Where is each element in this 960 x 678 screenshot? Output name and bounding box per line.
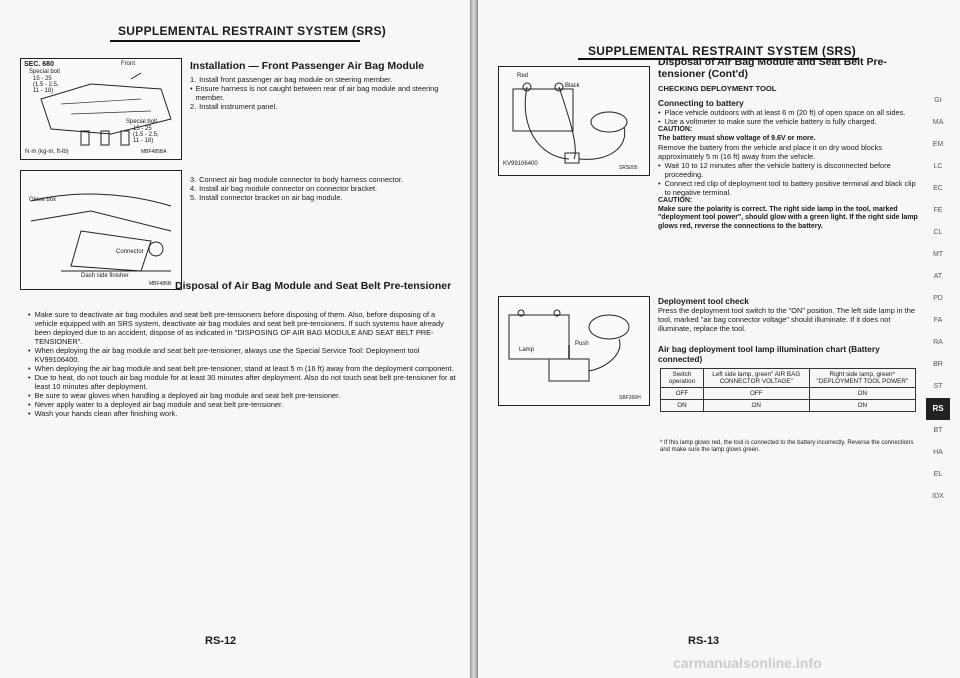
checking-subtitle: CHECKING DEPLOYMENT TOOL — [658, 84, 777, 93]
connecting-title: Connecting to battery — [658, 98, 744, 108]
install-step-5-num: 5. — [190, 193, 197, 202]
tab-ha[interactable]: HA — [933, 449, 943, 456]
disposal-bullet-7: Wash your hands clean after finishing work. — [34, 409, 178, 418]
disposal-bullet-5: Be sure to wear gloves when handling a deployed air bag module and seat belt pre-tensioner. — [34, 391, 341, 400]
fig1-label-kgm2: (1.5 - 2.5, — [133, 132, 159, 138]
install-step-2-num: 2. — [190, 102, 197, 111]
chart-footnote: * If this lamp glows red, the tool is connected to the battery incorrectly. Reverse the connections and make sure the lamp glows green. — [660, 440, 914, 453]
install-steps — [190, 75, 460, 111]
fig2-label-finisher: Dash side finisher — [81, 273, 129, 279]
install-step-3-num: 3. — [190, 175, 197, 184]
tab-lc[interactable]: LC — [933, 163, 943, 170]
chart-cell: ON — [661, 400, 704, 412]
chart-cell: OFF — [661, 388, 704, 400]
chart-cell: OFF — [703, 388, 809, 400]
install-step-note: Ensure harness is not caught between rear of air bag module and steering member. — [195, 84, 439, 102]
figure-tool-check — [498, 296, 650, 406]
lamp-chart-table — [660, 368, 916, 412]
tab-at[interactable]: AT — [933, 273, 943, 280]
tab-el[interactable]: EL — [933, 471, 943, 478]
fig1-label-bolt: Special bolt — [29, 69, 61, 75]
chart-row — [661, 400, 916, 412]
connecting-bullet-3: Wait 10 to 12 minutes after the vehicle battery is disconnected before proceeding. — [664, 161, 891, 180]
install-step-3: Connect air bag module connector to body harness connector. — [199, 175, 403, 184]
left-page-number: RS-12 — [205, 635, 237, 647]
check-title: Deployment tool check — [658, 296, 749, 306]
right-page — [478, 0, 960, 678]
disposal-bullet-1: Make sure to deactivate air bag modules and seat belt pre-tensioners before disposing of them. Also, before disposing of a vehicle equipped with an SRS system, deactivate air bag modules and seat belt pre-tensioners. If such systems have already been deployed due to an accident, dispose of as indicated in "DISPOSING OF AIR BAG MODULE AND SEAT BELT PRE-TENSIONER". — [34, 310, 444, 346]
tab-br[interactable]: BR — [933, 361, 943, 368]
right-page-number: RS-13 — [688, 635, 720, 647]
chart-header-row — [661, 369, 916, 388]
disposal-bullet-4: Due to heat, do not touch air bag module for at least 30 minutes after deployment. Also do not touch seat belt pre-tensioner for at least 10 minutes after deployment. — [34, 373, 456, 391]
tab-ra[interactable]: RA — [933, 339, 943, 346]
figure-connector — [20, 170, 182, 290]
fig1-label-ftlb2: 11 - 18) — [133, 138, 154, 144]
fig1-label-torque2: 15 - 25 — [133, 126, 152, 132]
fig3-label-id: SRS005 — [619, 165, 638, 171]
fig1-label-id: MBF485BA — [141, 149, 167, 155]
chart-cell: ON — [809, 388, 915, 400]
chart-cell: ON — [703, 400, 809, 412]
fig3-label-tool: KV99106400 — [503, 161, 538, 167]
fig1-label-ftlb: 11 - 18) — [33, 88, 54, 94]
chart-cell: ON — [809, 400, 915, 412]
connecting-text: Remove the battery from the vehicle and place it on dry wood blocks approximately 5 m (16 ft) away from the vehicle. — [658, 143, 882, 162]
fig1-label-sec: SEC. 680 — [24, 61, 54, 68]
tab-ec[interactable]: EC — [933, 185, 943, 192]
chart-header-1: Switch operation — [661, 369, 704, 388]
tab-st[interactable]: ST — [933, 383, 943, 390]
right-header: SUPPLEMENTAL RESTRAINT SYSTEM (SRS) — [588, 44, 857, 58]
install-step-4: Install air bag module connector on connector bracket. — [199, 184, 378, 193]
install-step-2: Install instrument panel. — [199, 102, 278, 111]
tab-fa[interactable]: FA — [933, 317, 943, 324]
fig4-label-push: Push — [575, 341, 589, 347]
tab-em[interactable]: EM — [932, 141, 944, 148]
figure-battery-connect — [498, 66, 650, 176]
fig3-label-black: Black — [565, 83, 580, 89]
tab-ma[interactable]: MA — [932, 119, 944, 126]
disposal-bullet-3: When deploying the air bag module and seat belt pre-tensioner, stand at least 5 m (16 ft) away from the deployment component. — [34, 364, 454, 373]
caution2-text: Make sure the polarity is correct. The right side lamp in the tool, marked "deployment tool power", should glow with a green light. If the right side lamp glows red, reverse the connections to the battery. — [658, 205, 918, 230]
install-step-note-num: • — [190, 84, 193, 93]
fig2-label-id: MBF486B — [149, 281, 172, 287]
install-steps-2 — [190, 175, 460, 202]
fig1-label-bolt2: Special bolt — [126, 119, 158, 125]
check-section — [658, 296, 918, 333]
caution-text: The battery must show voltage of 9.6V or more. — [658, 134, 816, 142]
caution2-label: CAUTION: — [658, 197, 693, 205]
chart-row — [661, 388, 916, 400]
install-step-5: Install connector bracket on air bag module. — [199, 193, 343, 202]
tab-idx[interactable]: IDX — [932, 493, 944, 500]
tab-fe[interactable]: FE — [933, 207, 943, 214]
tab-pd[interactable]: PD — [933, 295, 943, 302]
figure-connector-drawing — [21, 171, 181, 289]
book-gutter — [470, 0, 478, 678]
check-text: Press the deployment tool switch to the "ON" position. The left side lamp in the tool, marked "air bag connector voltage" should illuminate. If it does not illuminate, replace the tool. — [658, 306, 915, 333]
fig2-label-connector: Connector — [116, 249, 144, 255]
disposal-title: Disposal of Air Bag Module and Seat Belt Pre-tensioner — [175, 280, 452, 292]
left-page — [0, 0, 470, 678]
chart-title: Air bag deployment tool lamp illumination chart (Battery connected) — [658, 344, 880, 364]
disposal-bullet-2: When deploying the air bag module and seat belt pre-tensioner, always use the Special Service Tool: Deployment tool KV99106400. — [34, 346, 420, 364]
fig1-label-unit: N·m (kg-m, ft-lb) — [25, 149, 69, 155]
fig1-label-torque: 15 - 25 — [33, 76, 52, 82]
right-title: Disposal of Air Bag Module and Seat Belt Pre-tensioner (Cont'd) — [658, 56, 887, 80]
install-step-4-num: 4. — [190, 184, 197, 193]
fig1-label-kgm: (1.5 - 2.5, — [33, 82, 59, 88]
fig2-label-glove-box: Glove box — [29, 197, 57, 203]
connecting-bullet-1: Place vehicle outdoors with at least 6 m (20 ft) of open space on all sides. — [664, 108, 906, 117]
figure-module-mounting — [20, 58, 182, 160]
tab-mt[interactable]: MT — [932, 251, 944, 258]
watermark: carmanualsonline.info — [673, 655, 822, 671]
chart-header-3: Right side lamp, green* "DEPLOYMENT TOOL POWER" — [809, 369, 915, 388]
tab-rs[interactable]: RS — [926, 398, 950, 420]
tab-gi[interactable]: GI — [934, 97, 942, 104]
left-header: SUPPLEMENTAL RESTRAINT SYSTEM (SRS) — [118, 24, 387, 38]
fig4-label-lamp: Lamp — [519, 347, 535, 353]
section-tabs — [926, 90, 950, 508]
fig1-label-front: Front — [121, 61, 136, 67]
chart-header-2: Left side lamp, green" AIR BAG CONNECTOR VOLTAGE" — [703, 369, 809, 388]
connecting-bullet-4: Connect red clip of deployment tool to battery positive terminal and black clip to negative terminal. — [664, 179, 916, 198]
left-header-rule — [110, 40, 360, 42]
disposal-bullet-6: Never apply water to a deployed air bag module and seat belt pre-tensioner. — [34, 400, 284, 409]
disposal-bullets: • Make sure to deactivate air bag modules and seat belt pre-tensioners before disposing of them. Also, before disposing of a vehicle equipped with an SRS system, deactivate air bag modules and seat belt pre-tensioners. If such systems have already been deployed due to an accident, dispose of as indicated in "DISPOSING OF AIR BAG MODULE AND SEAT BELT PRE-TENSIONER". • When deploying the air bag module and seat belt pre-tensioner, always use the Special Service Tool: Deployment tool KV99106400. • When deploying the air bag module and seat belt pre-tensioner, stand at least 5 m (16 ft) away from the deployment component. • Due to heat, do not touch air bag module for at least 30 minutes after deployment. Also do not touch seat belt pre-tensioner for at least 10 minutes after deployment. • Be sure to wear gloves when handling a deployed air bag module and seat belt pre-tensioner. • Never apply water to a deployed air bag module and seat belt pre-tensioner. • Wash your hands clean after finishing work. — [28, 310, 458, 418]
fig4-label-id: SBF266H — [619, 395, 641, 401]
tab-bt[interactable]: BT — [933, 427, 943, 434]
connecting-bullet-2: Use a voltmeter to make sure the vehicle battery is fully charged. — [664, 117, 877, 126]
install-step-1-num: 1. — [190, 75, 197, 84]
caution-label: CAUTION: — [658, 126, 693, 133]
connecting-section: Connecting to battery • Place vehicle outdoors with at least 6 m (20 ft) of open space on all sides. • Use a voltmeter to make sure the vehicle battery is fully charged. CAUTION: The battery must show voltage of 9.6V or more. Remove the battery from the vehicle and place it on dry wood blocks approximately 5 m (16 ft) away from the vehicle. • Wait 10 to 12 minutes after the vehicle battery is disconnected before proceeding. • Connect red clip of deployment tool to battery positive terminal and black clip to negative terminal. CAUTION: Make sure the polarity is correct. The right side lamp in the tool, marked "deployment tool power", should glow with a green light. If the right side lamp glows red, reverse the connections to the battery. — [658, 98, 918, 230]
install-step-1: Install front passenger air bag module on steering member. — [199, 75, 393, 84]
tab-cl[interactable]: CL — [933, 229, 943, 236]
fig3-label-red: Red — [517, 73, 529, 79]
install-title: Installation — Front Passenger Air Bag Module — [190, 60, 425, 72]
